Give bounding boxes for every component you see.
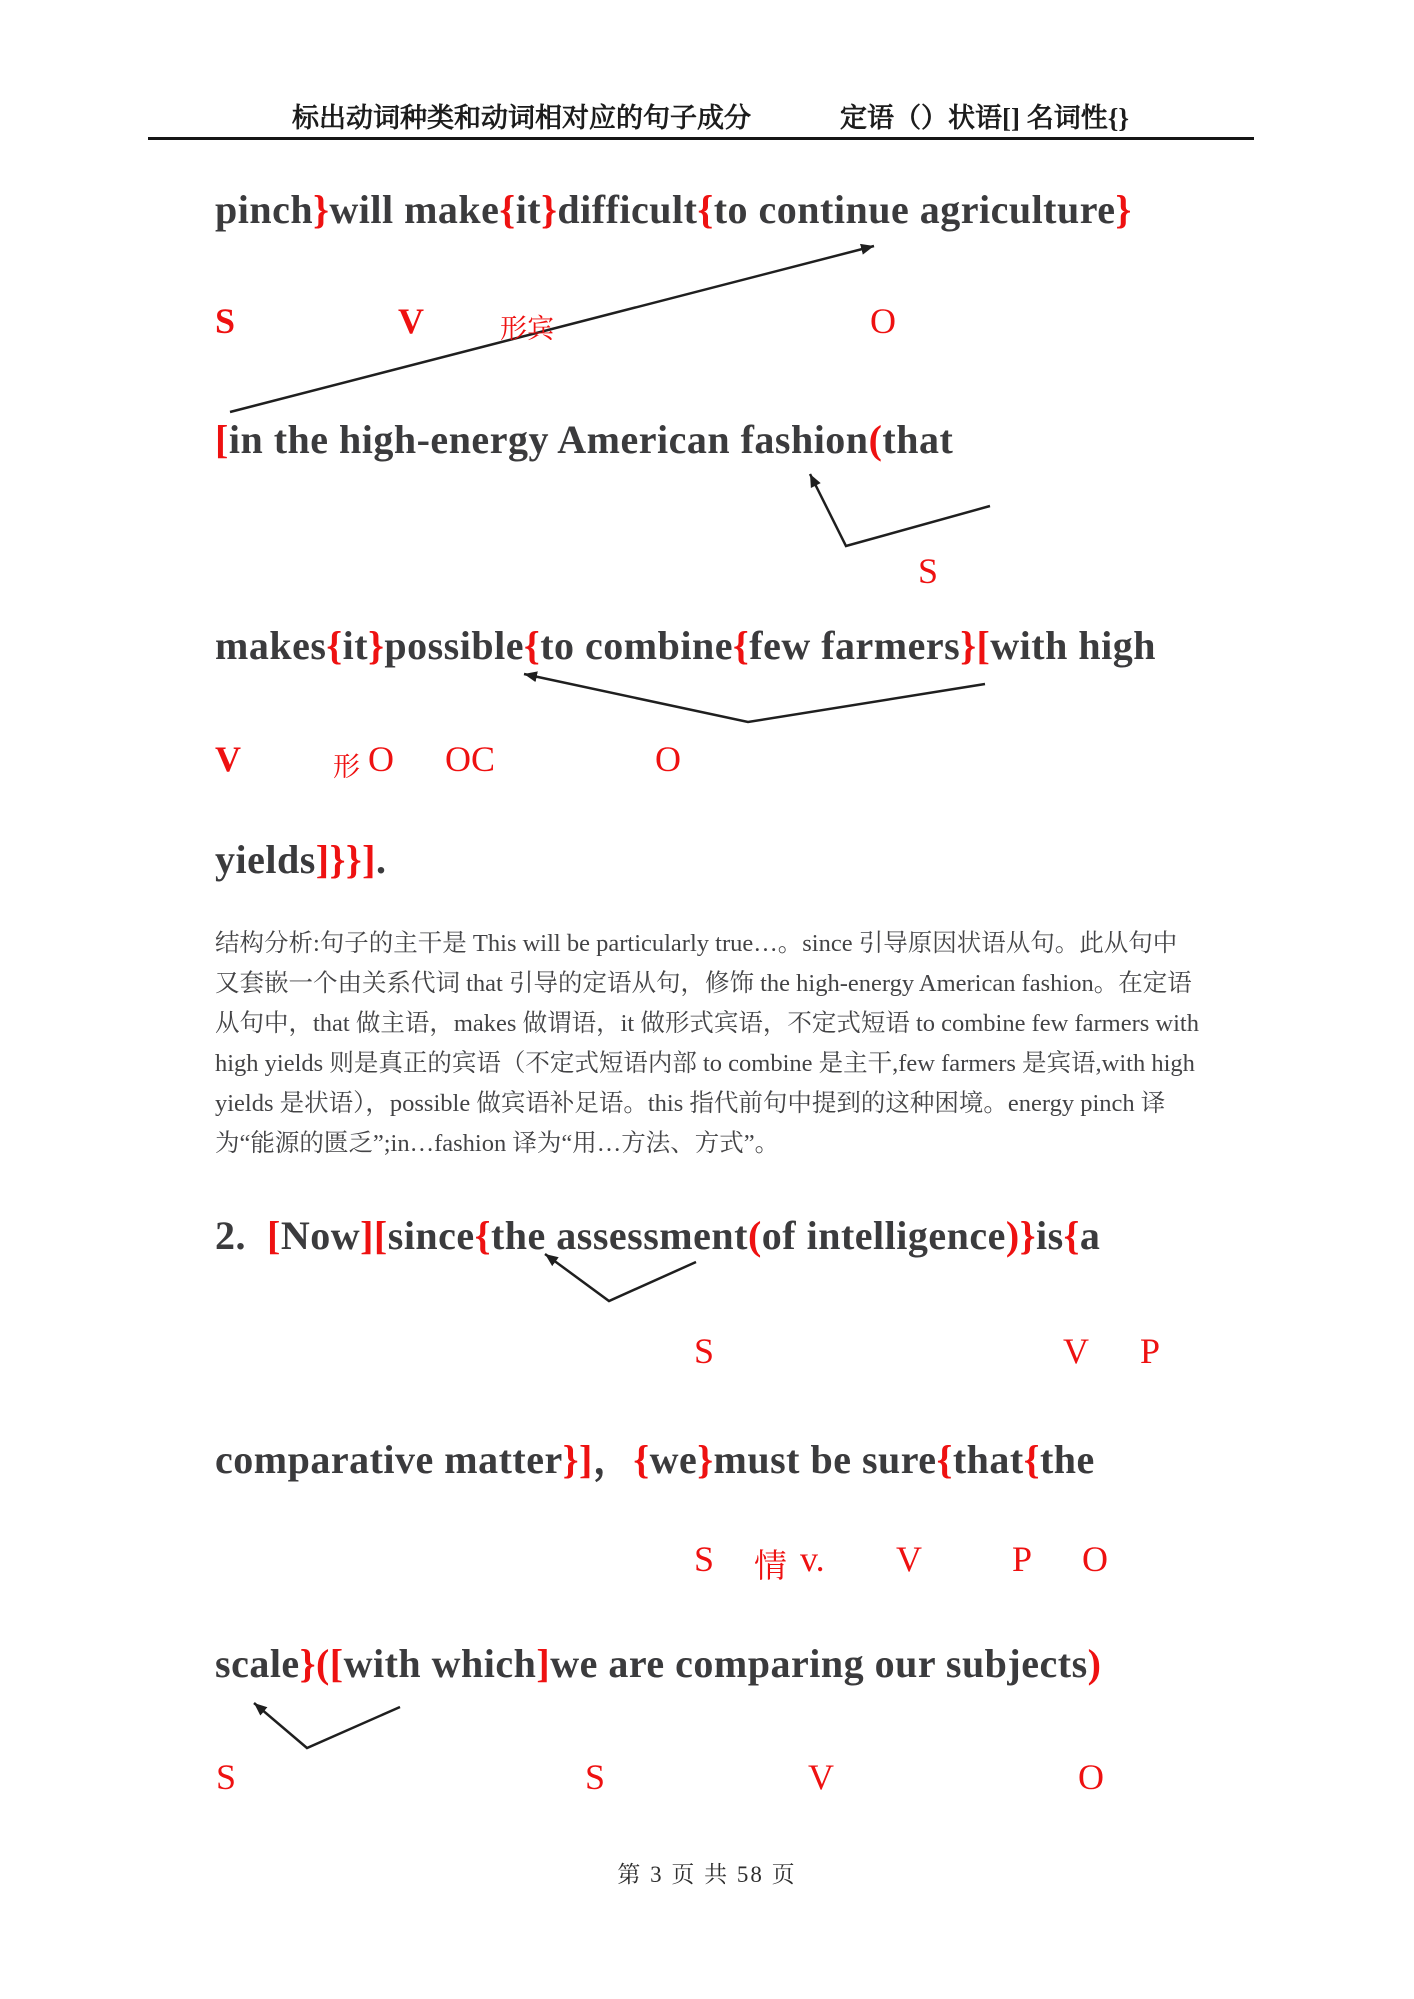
sentence-text: pinch [215, 187, 314, 232]
sentence1-marker-row2 [0, 550, 1414, 600]
grammar-marker: S [694, 1331, 715, 1371]
sentence1-line1 [215, 186, 1132, 233]
bracket-mark: )} [1005, 1213, 1036, 1258]
grammar-marker: V [398, 301, 424, 341]
bracket-mark: { [474, 1213, 491, 1258]
sentence-text: that [882, 417, 954, 462]
grammar-marker: O [1082, 1539, 1108, 1579]
sentence2-marker-row1 [0, 1330, 1414, 1380]
sentence-text: a [1079, 1213, 1101, 1258]
grammar-marker: V [808, 1757, 834, 1797]
sentence-text: makes [215, 623, 327, 668]
bracket-mark: { [1063, 1213, 1080, 1258]
sentence-text: the assessment [490, 1213, 748, 1258]
bracket-mark: { [326, 623, 343, 668]
bracket-mark: { [1023, 1437, 1040, 1482]
header-rule [148, 137, 1254, 140]
sentence-text: since [387, 1213, 475, 1258]
analysis-line: yields 是状语），possible 做宾语补足语。this 指代前句中提到的这种困境。energy pinch 译 [215, 1090, 1166, 1117]
grammar-marker: O [655, 739, 681, 779]
grammar-marker: V [1063, 1331, 1089, 1371]
sentence-text: that [952, 1437, 1024, 1482]
bracket-mark: ( [747, 1213, 762, 1258]
sentence-text: we [649, 1437, 698, 1482]
sentence-text: we are comparing our subjects [550, 1641, 1088, 1686]
sentence2-line3 [215, 1640, 1101, 1687]
arrow-subject-to-scale [254, 1703, 400, 1748]
bracket-mark: ]}}] [315, 837, 376, 882]
analysis-line: 又套嵌一个由关系代词 that 引导的定语从句，修饰 the high-energy American fashion。在定语 [215, 970, 1192, 997]
sentence-text: to continue agriculture [713, 187, 1116, 232]
grammar-marker: S [694, 1539, 715, 1579]
sentence-text: is [1035, 1213, 1064, 1258]
bracket-mark: { [633, 1437, 650, 1482]
grammar-marker: V [896, 1539, 922, 1579]
bracket-mark: [ [267, 1213, 281, 1258]
bracket-mark: ) [1087, 1641, 1102, 1686]
header-left-title: 标出动词种类和动词相对应的句子成分 [292, 103, 751, 133]
footer-page-number: 第 3 页 共 58 页 [617, 1862, 797, 1887]
sentence-text: difficult [557, 187, 698, 232]
bracket-mark: [ [215, 417, 229, 462]
arrow-that-to-fashion [810, 474, 990, 546]
arrow-object-to-combine [524, 674, 985, 722]
sentence1-line3 [215, 622, 1156, 669]
bracket-mark: { [499, 187, 516, 232]
grammar-marker: S [585, 1757, 606, 1797]
sentence-text: comparative matter [215, 1437, 563, 1482]
grammar-marker: OC [445, 739, 496, 779]
grammar-marker: P [1012, 1539, 1033, 1579]
sentence1-marker-row1 [0, 300, 1414, 350]
sentence-text: to combine [540, 623, 733, 668]
bracket-mark: ] [536, 1641, 551, 1686]
sentence-text: with high [990, 623, 1156, 668]
grammar-marker: 形 [333, 752, 360, 782]
analysis-line: 从句中，that 做主语，makes 做谓语，it 做形式宾语，不定式短语 to combine few farmers with [215, 1010, 1199, 1037]
bracket-mark: } [541, 187, 558, 232]
bracket-mark: { [697, 187, 714, 232]
arrow-subject-to-assessment [545, 1254, 696, 1301]
bracket-mark: } [1115, 187, 1132, 232]
sentence2-marker-row3 [0, 1756, 1414, 1806]
sentence1-marker-row3 [0, 738, 1414, 788]
analysis-line: 结构分析:句子的主干是 This will be particularly true…。since 引导原因状语从句。此从句中 [215, 930, 1178, 957]
sentence2-line1 [215, 1212, 1100, 1259]
grammar-marker: S [216, 1757, 237, 1797]
sentence-text: ， [592, 1437, 634, 1482]
grammar-marker: v. [800, 1539, 825, 1579]
bracket-mark: { [733, 623, 750, 668]
grammar-marker: O [1078, 1757, 1104, 1797]
sentence-text: it [515, 187, 542, 232]
sentence-text: it [342, 623, 369, 668]
bracket-mark: } [313, 187, 330, 232]
sentence-text: scale [215, 1641, 300, 1686]
sentence-text: few farmers [749, 623, 961, 668]
grammar-marker: V [215, 739, 241, 779]
grammar-marker: S [918, 551, 939, 591]
grammar-marker: 形宾 [500, 314, 554, 344]
grammar-marker: S [215, 301, 236, 341]
sentence-text: will make [329, 187, 500, 232]
sentence-text: of intelligence [761, 1213, 1006, 1258]
grammar-marker: O [870, 301, 896, 341]
bracket-mark: }([ [299, 1641, 344, 1686]
sentence-text: possible [384, 623, 524, 668]
header-right-legend: 定语（）状语[] 名词性{} [840, 103, 1130, 133]
sentence-text: 2. [215, 1213, 267, 1258]
grammar-marker: 情 [754, 1549, 787, 1585]
analysis-paragraph [215, 924, 1215, 1164]
bracket-mark: { [936, 1437, 953, 1482]
sentence1-line4 [215, 836, 386, 883]
bracket-mark: } [697, 1437, 714, 1482]
bracket-mark: ( [868, 417, 883, 462]
sentence-text: in the high-energy American fashion [228, 417, 869, 462]
sentence-text: the [1039, 1437, 1095, 1482]
bracket-mark: } [368, 623, 385, 668]
sentence-text: Now [280, 1213, 361, 1258]
analysis-line: 为“能源的匮乏”;in…fashion 译为“用…方法、方式”。 [215, 1130, 780, 1157]
sentence2-line2 [215, 1428, 1095, 1485]
sentence2-marker-row2 [0, 1538, 1414, 1588]
sentence-text: with which [343, 1641, 537, 1686]
bracket-mark: ][ [360, 1213, 388, 1258]
bracket-mark: { [523, 623, 541, 668]
grammar-marker: O [368, 739, 394, 779]
sentence-text: . [375, 837, 387, 882]
bracket-mark: }[ [960, 623, 991, 668]
sentence-text: yields [215, 837, 316, 882]
grammar-marker: P [1140, 1331, 1161, 1371]
sentence1-line2 [215, 416, 953, 463]
sentence-text: must be sure [713, 1437, 937, 1482]
analysis-line: high yields 则是真正的宾语（不定式短语内部 to combine 是主干,few farmers 是宾语,with high [215, 1050, 1195, 1077]
bracket-mark: }] [562, 1437, 593, 1482]
